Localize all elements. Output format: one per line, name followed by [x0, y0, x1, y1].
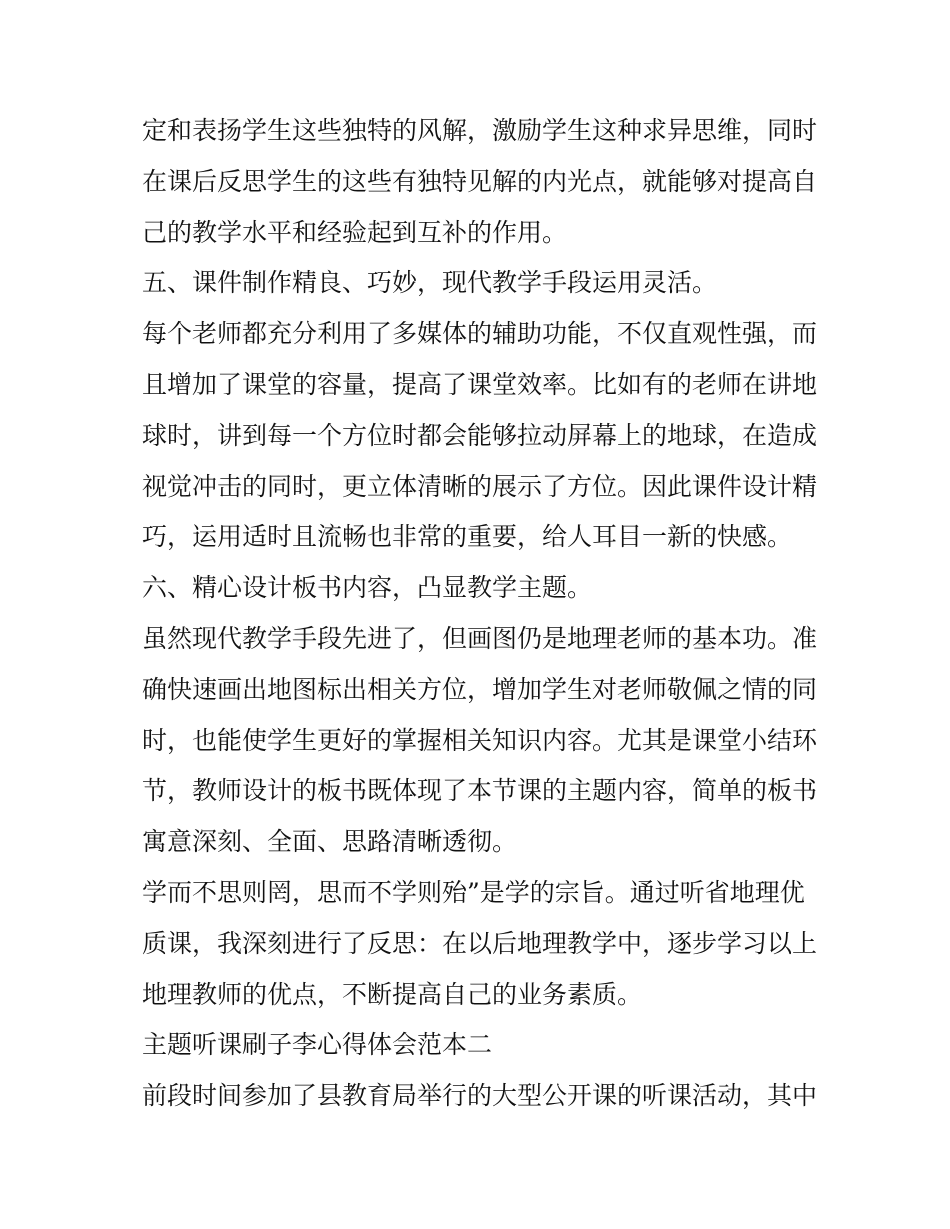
document-body [142, 106, 822, 1122]
paragraph-line: 球时，讲到每一个方位时都会能够拉动屏幕上的地球，在造成 [142, 420, 818, 450]
article-title: 主题听课刷子李心得体会范本二 [142, 1030, 493, 1060]
paragraph-line: 地理教师的优点，不断提高自己的业务素质。 [142, 979, 643, 1009]
section-heading-6: 六、精心设计板书内容，凸显教学主题。 [142, 573, 593, 603]
paragraph-line: 质课，我深刻进行了反思：在以后地理教学中，逐步学习以上 [142, 928, 818, 958]
paragraph-line: 寓意深刻、全面、思路清晰透彻。 [142, 827, 518, 857]
paragraph-line: 己的教学水平和经验起到互补的作用。 [142, 217, 568, 247]
paragraph-line: 且增加了课堂的容量，提高了课堂效率。比如有的老师在讲地 [142, 369, 818, 399]
paragraph-line: 时，也能使学生更好的掌握相关知识内容。尤其是课堂小结环 [142, 725, 818, 755]
paragraph-line: 视觉冲击的同时，更立体清晰的展示了方位。因此课件设计精 [142, 471, 818, 501]
paragraph-line: 巧，运用适时且流畅也非常的重要，给人耳目一新的快感。 [142, 522, 793, 552]
section-heading-5: 五、课件制作精良、巧妙，现代教学手段运用灵活。 [142, 268, 718, 298]
paragraph-line: 节，教师设计的板书既体现了本节课的主题内容，简单的板书 [142, 776, 818, 806]
paragraph-line: 前段时间参加了县教育局举行的大型公开课的听课活动，其中 [142, 1081, 818, 1111]
paragraph-line: 确快速画出地图标出相关方位，增加学生对老师敬佩之情的同 [142, 674, 818, 704]
paragraph-line: 定和表扬学生这些独特的风解，激励学生这种求异思维，同时 [142, 116, 818, 145]
paragraph-line: 每个老师都充分利用了多媒体的辅助功能，不仅直观性强，而 [142, 319, 818, 349]
paragraph-line: 在课后反思学生的这些有独特见解的内光点，就能够对提高自 [142, 166, 818, 196]
paragraph-line: 学而不思则罔，思而不学则殆”是学的宗旨。通过听省地理优 [142, 877, 805, 907]
paragraph-line: 虽然现代教学手段先进了，但画图仍是地理老师的基本功。准 [142, 623, 818, 653]
